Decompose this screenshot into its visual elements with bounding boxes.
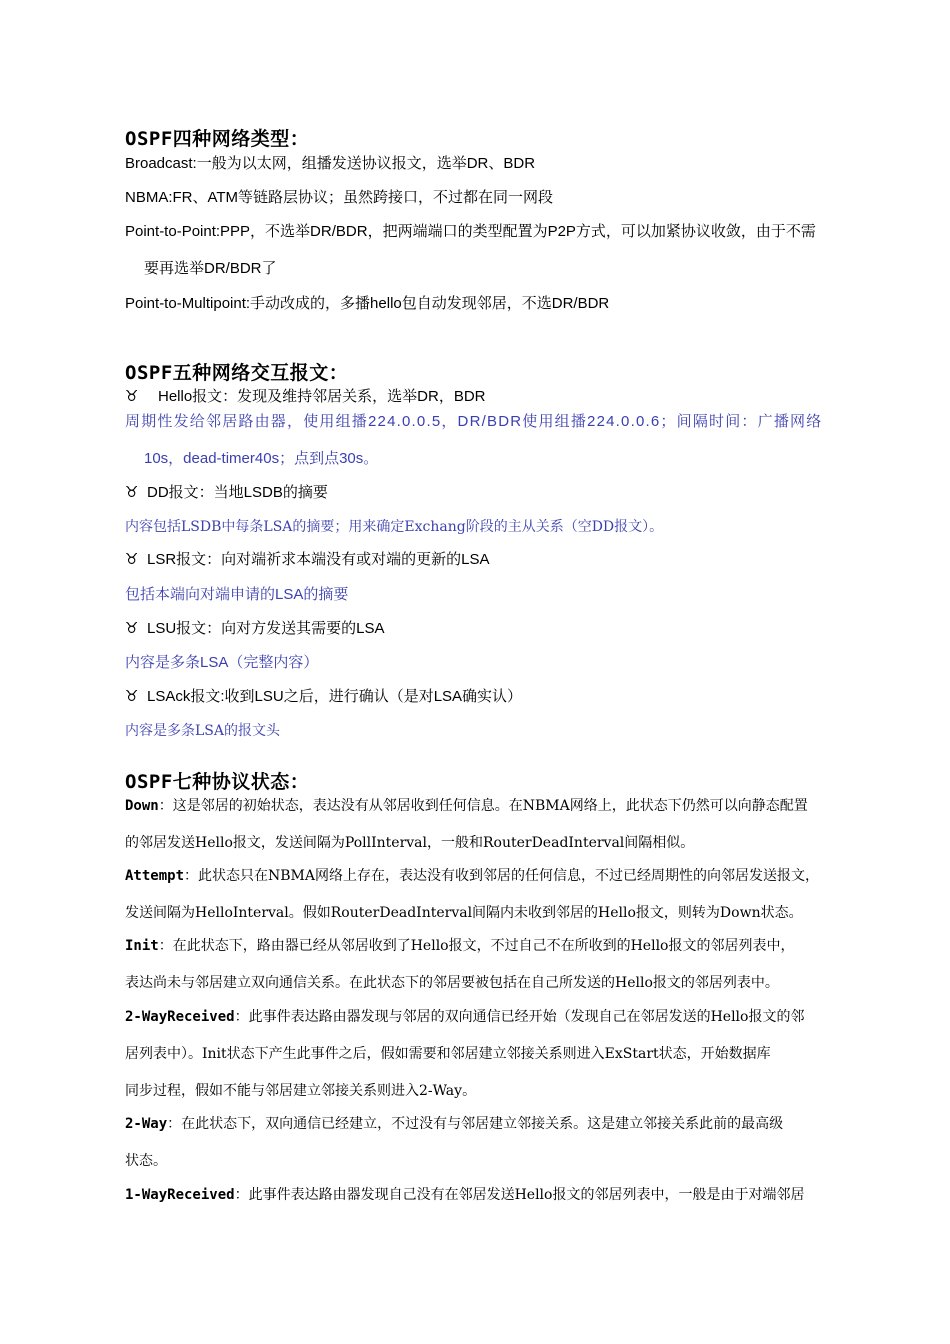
state-attempt-term: Attempt (125, 868, 185, 884)
packet-lsr (125, 548, 490, 569)
section-heading-states: OSPF七种协议状态： (125, 771, 310, 793)
packet-lsr-desc: 包括本端向对端申请的LSA的摘要 (125, 586, 349, 603)
network-type-broadcast: Broadcast:一般为以太网，组播发送协议报文，选举DR、BDR (125, 155, 536, 172)
event-2way-received-desc: ：此事件表达路由器发现与邻居的双向通信已经开始（发现自己在邻居发送的Hello报文的邻 (234, 1009, 805, 1025)
packet-dd (125, 481, 328, 502)
state-2way-term: 2-Way (125, 1116, 168, 1132)
packet-lsr-text: LSR报文：向对端祈求本端没有或对端的更新的LSA (147, 551, 490, 568)
event-2way-received-term: 2-WayReceived (125, 1009, 235, 1025)
packet-hello-desc-2: 10s，dead-timer40s；点到点30s。 (144, 450, 379, 467)
event-1way-received (125, 1184, 804, 1204)
state-init-term: Init (125, 938, 159, 954)
section-heading-packets: OSPF五种网络交互报文： (125, 362, 349, 384)
network-type-p2p-cont: 要再选举DR/BDR了 (144, 260, 277, 277)
state-2way-desc: ：在此状态下，双向通信已经建立，不过没有与邻居建立邻接关系。这是建立邻接关系此前的最高级 (167, 1116, 784, 1132)
packet-lsu-text: LSU报文：向对方发送其需要的LSA (147, 620, 385, 637)
state-init-cont: 表达尚未与邻居建立双向通信关系。在此状态下的邻居要被包括在自己所发送的Hello报文的邻居列表中。 (125, 975, 779, 991)
event-2way-received-cont-1: 居列表中）。Init状态下产生此事件之后，假如需要和邻居建立邻接关系则进入ExStart状态，开始数据库 (125, 1046, 771, 1062)
event-1way-received-desc: ：此事件表达路由器发现自己没有在邻居发送Hello报文的邻居列表中，一般是由于对端邻居 (234, 1187, 805, 1203)
state-down-cont: 的邻居发送Hello报文，发送间隔为PollInterval，一般和RouterDeadInterval间隔相似。 (125, 835, 695, 851)
packet-hello-desc-1: 周期性发给邻居路由器，使用组播224.0.0.5，DR/BDR使用组播224.0.0.6；间隔时间：广播网络 (125, 413, 823, 430)
event-1way-received-term: 1-WayReceived (125, 1187, 235, 1203)
packet-lsack-desc: 内容是多条LSA的报文头 (125, 723, 280, 739)
state-2way (125, 1113, 783, 1133)
state-down (125, 795, 808, 815)
packet-lsack (125, 685, 522, 706)
state-attempt (125, 865, 819, 885)
state-attempt-cont: 发送间隔为HelloInterval。假如RouterDeadInterval间隔内未收到邻居的Hello报文，则转为Down状态。 (125, 905, 803, 921)
state-down-term: Down (125, 798, 159, 814)
network-type-p2mp: Point-to-Multipoint:手动改成的，多播hello包自动发现邻居，不选DR/BDR (125, 295, 610, 312)
state-2way-cont: 状态。 (125, 1153, 167, 1169)
packet-lsack-text: LSAck报文:收到LSU之后，进行确认（是对LSA确实认） (147, 688, 523, 705)
taurus-bullet-icon: ♉ (125, 483, 139, 501)
event-2way-received (125, 1006, 804, 1026)
taurus-bullet-icon: ♉ (125, 550, 139, 568)
network-type-nbma: NBMA:FR、ATM等链路层协议；虽然跨接口，不过都在同一网段 (125, 189, 554, 206)
taurus-bullet-icon: ♉ (125, 687, 139, 705)
event-2way-received-cont-2: 同步过程，假如不能与邻居建立邻接关系则进入2-Way。 (125, 1083, 477, 1099)
state-attempt-desc: ：此状态只在NBMA网络上存在，表达没有收到邻居的任何信息，不过已经周期性的向邻居发送报文， (184, 868, 819, 884)
packet-hello-text: Hello报文：发现及维持邻居关系，选举DR，BDR (158, 388, 486, 405)
packet-lsu-desc: 内容是多条LSA（完整内容） (125, 654, 319, 671)
state-init-desc: ：在此状态下，路由器已经从邻居收到了Hello报文，不过自己不在所收到的Hello报文的邻居列表中， (158, 938, 795, 954)
taurus-bullet-icon: ♉ (125, 619, 139, 637)
network-type-p2p: Point-to-Point:PPP，不选举DR/BDR，把两端端口的类型配置为P2P方式，可以加紧协议收敛，由于不需 (125, 223, 816, 240)
packet-hello (125, 385, 486, 406)
packet-dd-text: DD报文：当地LSDB的摘要 (147, 484, 328, 501)
state-init (125, 935, 794, 955)
state-down-desc: ：这是邻居的初始状态，表达没有从邻居收到任何信息。在NBMA网络上，此状态下仍然可以向静态配置 (158, 798, 808, 814)
packet-lsu (125, 617, 385, 638)
section-heading-network-types: OSPF四种网络类型： (125, 128, 310, 150)
packet-dd-desc: 内容包括LSDB中每条LSA的摘要；用来确定Exchang阶段的主从关系（空DD报文）。 (125, 519, 664, 535)
taurus-bullet-icon: ♉ (125, 387, 139, 405)
